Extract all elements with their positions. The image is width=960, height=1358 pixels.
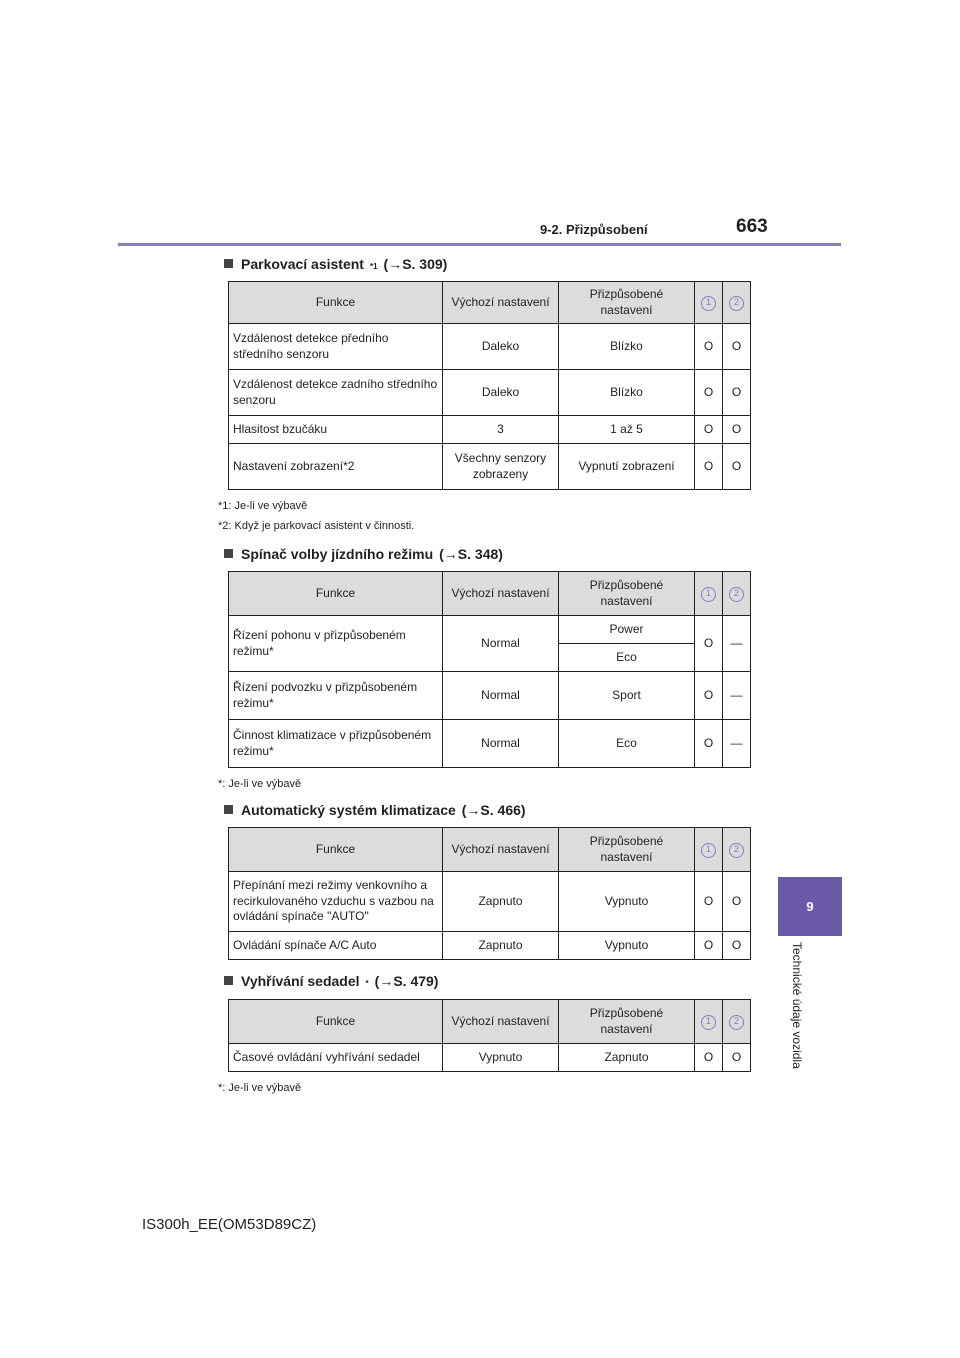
- title-text: Parkovací asistent: [241, 256, 364, 272]
- parking-table: [228, 281, 751, 490]
- section-title-climate: [224, 802, 526, 818]
- col-1: [695, 282, 723, 324]
- title-mark: *: [365, 979, 369, 988]
- footnote-drive: *: Je-li ve výbavě: [218, 778, 302, 790]
- col-1: [695, 1000, 723, 1044]
- table-row: Hlasitost bzučáku 3 1 až 5 O O: [229, 416, 751, 444]
- title-mark: *1: [369, 262, 378, 271]
- col-custom: Přizpůsobené nastavení: [559, 282, 695, 324]
- circle-2-icon: 2: [729, 587, 744, 602]
- title-text: Spínač volby jízdního režimu: [241, 546, 434, 562]
- circle-1-icon: 1: [701, 587, 716, 602]
- col-1: [695, 828, 723, 872]
- page-ref: (→S. 348): [439, 546, 503, 562]
- section-title-drive-mode: [224, 546, 503, 562]
- circle-2-icon: 2: [729, 296, 744, 311]
- footnote-1: *1: Je-li ve výbavě: [218, 500, 308, 512]
- chapter-tab: 9: [778, 877, 842, 936]
- table-row: Přepínání mezi režimy venkovního a recirkulovaného vzduchu s vazbou na ovládání spínače "AUTO" Zapnuto Vypnuto O O: [229, 872, 751, 932]
- circle-1-icon: 1: [701, 296, 716, 311]
- square-bullet-icon: [224, 549, 233, 558]
- page-number: 663: [736, 216, 768, 237]
- table-row: Nastavení zobrazení*2 Všechny senzory zobrazeny Vypnutí zobrazení O O: [229, 444, 751, 490]
- col-default: Výchozí nastavení: [443, 828, 559, 872]
- title-text: Automatický systém klimatizace: [241, 802, 456, 818]
- table-row: Časové ovládání vyhřívání sedadel Vypnuto Zapnuto O O: [229, 1044, 751, 1072]
- col-2: [723, 572, 751, 616]
- section-header: 9-2. Přizpůsobení: [540, 222, 648, 237]
- col-custom: Přizpůsobené nastavení: [559, 1000, 695, 1044]
- page-ref: (→S. 309): [383, 256, 448, 272]
- footnote-seat: *: Je-li ve výbavě: [218, 1082, 302, 1094]
- col-1: [695, 572, 723, 616]
- table-row: Činnost klimatizace v přizpůsobeném režimu* Normal Eco O —: [229, 720, 751, 768]
- col-2: [723, 282, 751, 324]
- col-2: [723, 828, 751, 872]
- col-func: Funkce: [229, 572, 443, 616]
- model-code: IS300h_EE(OM53D89CZ): [142, 1216, 317, 1233]
- section-title-parking: [224, 256, 447, 272]
- col-default: Výchozí nastavení: [443, 572, 559, 616]
- page-ref: (→S. 466): [461, 802, 526, 818]
- col-func: Funkce: [229, 828, 443, 872]
- circle-2-icon: 2: [729, 1015, 744, 1030]
- table-row: Řízení pohonu v přizpůsobeném režimu* Normal Power O —: [229, 616, 751, 644]
- seat-heating-table: [228, 999, 751, 1072]
- table-row: Ovládání spínače A/C Auto Zapnuto Vypnuto O O: [229, 932, 751, 960]
- page-ref: (→S. 479): [374, 973, 439, 989]
- col-func: Funkce: [229, 1000, 443, 1044]
- square-bullet-icon: [224, 259, 233, 268]
- square-bullet-icon: [224, 805, 233, 814]
- square-bullet-icon: [224, 976, 233, 985]
- table-row: Vzdálenost detekce předního středního senzoru Daleko Blízko O O: [229, 324, 751, 370]
- header-rule: [118, 243, 841, 246]
- circle-1-icon: 1: [701, 843, 716, 858]
- col-default: Výchozí nastavení: [443, 1000, 559, 1044]
- circle-1-icon: 1: [701, 1015, 716, 1030]
- circle-2-icon: 2: [729, 843, 744, 858]
- col-custom: Přizpůsobené nastavení: [559, 828, 695, 872]
- col-func: Funkce: [229, 282, 443, 324]
- chapter-title: Technické údaje vozidla: [790, 942, 804, 1069]
- table-row: Eco: [229, 644, 751, 672]
- col-custom: Přizpůsobené nastavení: [559, 572, 695, 616]
- footnote-2: *2: Když je parkovací asistent v činnosti.: [218, 520, 415, 532]
- col-default: Výchozí nastavení: [443, 282, 559, 324]
- col-2: [723, 1000, 751, 1044]
- climate-table: [228, 827, 751, 960]
- table-row: Vzdálenost detekce zadního středního senzoru Daleko Blízko O O: [229, 370, 751, 416]
- table-row: Řízení podvozku v přizpůsobeném režimu* Normal Sport O —: [229, 672, 751, 720]
- title-text: Vyhřívání sedadel: [241, 973, 360, 989]
- section-title-seat-heating: [224, 973, 438, 989]
- drive-mode-table: [228, 571, 751, 768]
